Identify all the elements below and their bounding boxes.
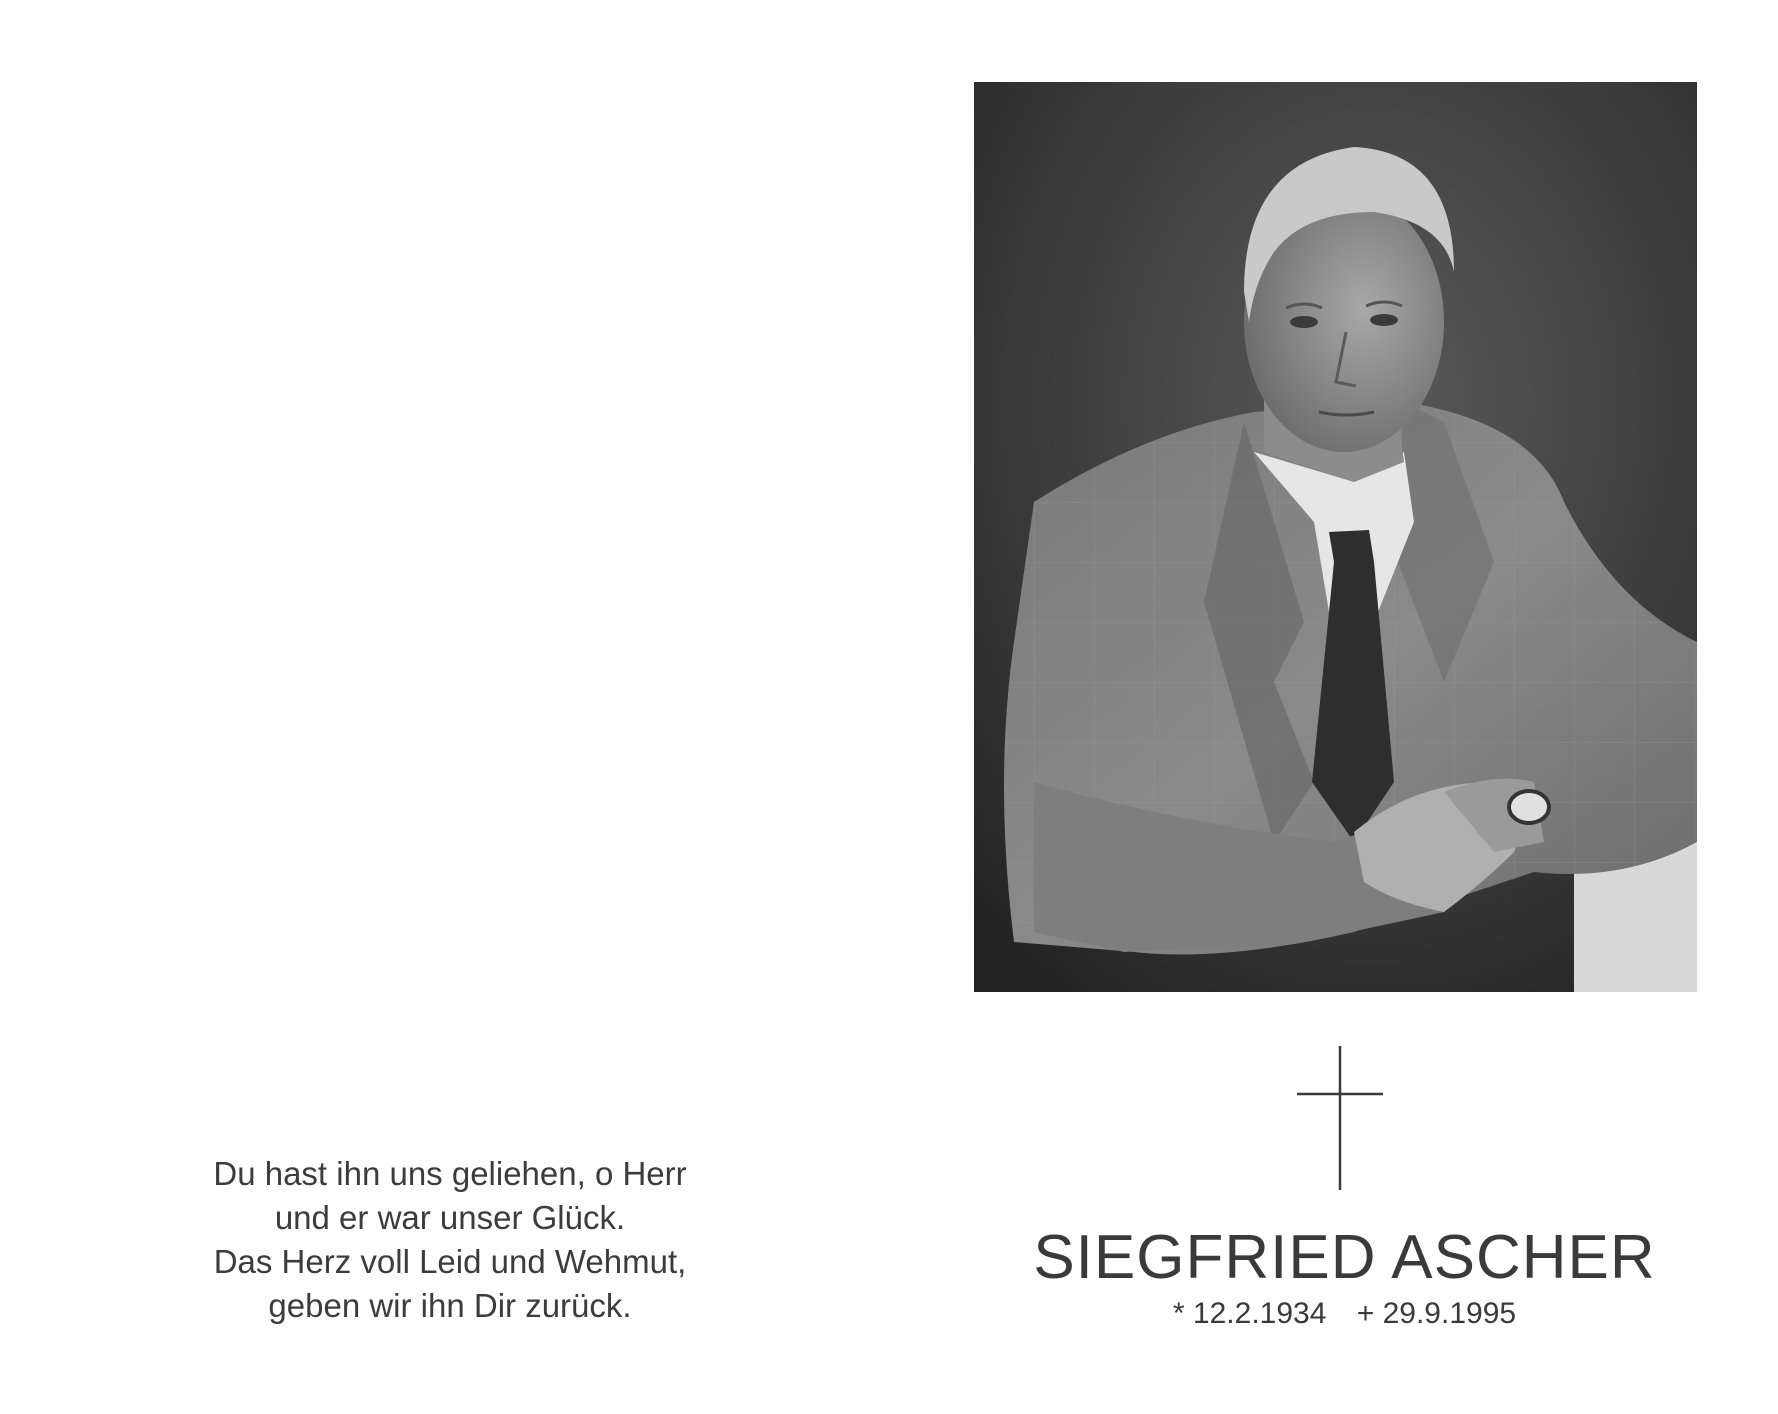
deceased-name: SIEGFRIED ASCHER: [1033, 1223, 1656, 1292]
birth-date: * 12.2.1934: [1172, 1297, 1327, 1330]
verse-line: geben wir ihn Dir zurück.: [268, 1287, 632, 1324]
verse-line: und er war unser Glück.: [274, 1199, 626, 1236]
memorial-verse: [0, 1152, 900, 1328]
verse-line: Das Herz voll Leid und Wehmut,: [213, 1243, 687, 1280]
death-date: + 29.9.1995: [1356, 1297, 1517, 1330]
portrait-photo: [974, 82, 1697, 992]
life-dates: [974, 1297, 1715, 1331]
cross-icon: [1297, 1046, 1383, 1190]
verse-line: Du hast ihn uns geliehen, o Herr: [213, 1155, 687, 1192]
